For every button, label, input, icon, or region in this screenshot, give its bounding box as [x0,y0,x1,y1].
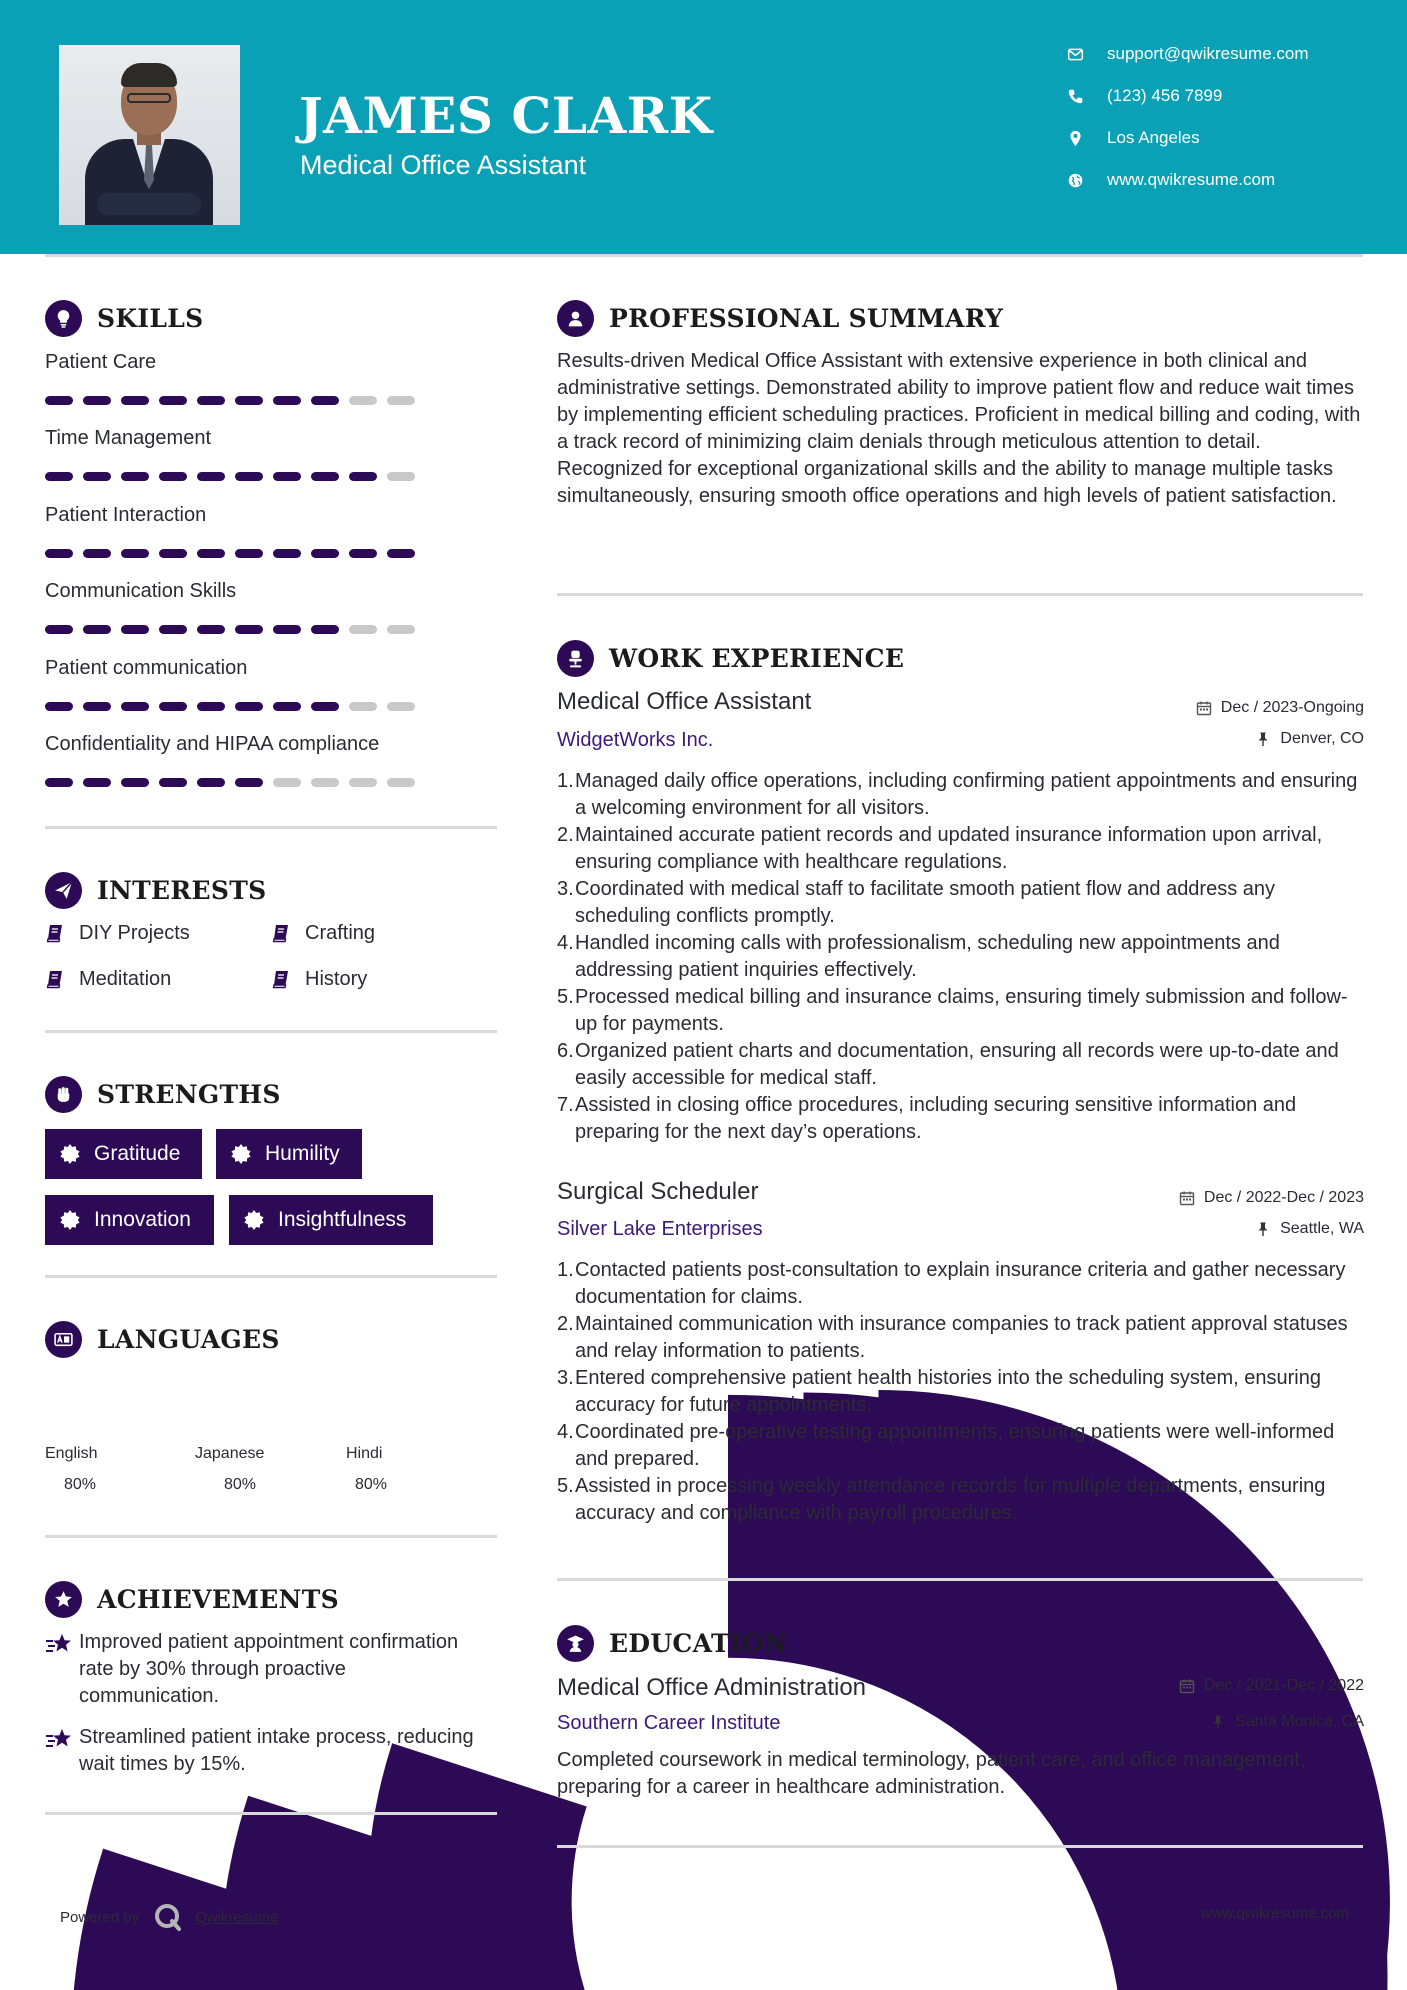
skill-name: Confidentiality and HIPAA compliance [45,733,380,755]
job-bullet [557,1365,1367,1419]
contact-location-text: Los Angeles [1107,128,1200,147]
job-bullet [557,930,1367,984]
rating-dot-filled [45,625,73,634]
badge-icon [243,1209,265,1231]
rating-dot-empty [387,778,415,787]
job-title: Surgical Scheduler [557,1178,759,1205]
job-title: Medical Office Assistant [557,688,812,715]
rating-dot-filled [83,778,111,787]
rating-dot-filled [197,549,225,558]
job-bullet [557,1311,1367,1365]
rating-dot-filled [45,472,73,481]
bullet-number: 5. [557,1475,574,1497]
bullet-number: 1. [557,770,574,792]
strength-label: Insightfulness [278,1208,407,1231]
rating-dot-empty [273,778,301,787]
bullet-number: 4. [557,932,574,954]
rating-dot-empty [387,625,415,634]
header-divider [45,254,1363,257]
strengths-title: STRENGTHS [97,1079,281,1109]
rating-dot-filled [197,778,225,787]
bullet-number: 1. [557,1259,574,1281]
bullet-number: 2. [557,1313,574,1335]
education-location [1210,1711,1364,1733]
job-company: WidgetWorks Inc. [557,729,714,751]
strength-label: Innovation [94,1208,191,1231]
rating-dot-filled [235,625,263,634]
skill-name: Communication Skills [45,580,237,602]
bullet-text: Coordinated pre-operative testing appointments, ensuring patients were well-informed and prepared. [575,1421,1335,1470]
rating-dot-empty [349,396,377,405]
phone-icon [1065,86,1085,106]
badge-icon [59,1143,81,1165]
skill-rating [45,625,415,634]
experience-heading [557,638,904,678]
rating-dot-filled [121,625,149,634]
strength-tag [45,1195,214,1245]
rating-dot-empty [387,396,415,405]
rating-dot-filled [311,625,339,634]
summary-heading [557,298,1003,338]
job-bullets [557,768,1367,1146]
job-bullet [557,984,1367,1038]
book-icon [271,969,291,989]
bullet-number: 6. [557,1040,574,1062]
rating-dot-filled [197,472,225,481]
achievement-item [45,1629,475,1710]
star-icon [45,1724,79,1778]
rating-dot-filled [235,702,263,711]
rating-dot-filled [235,778,263,787]
job-location [1255,728,1364,750]
job-bullet [557,1092,1367,1146]
skill-name: Patient Care [45,351,157,373]
rating-dot-filled [83,396,111,405]
contact-website-text[interactable]: www.qwikresume.com [1107,170,1276,189]
achievements-title: ACHIEVEMENTS [97,1584,339,1614]
job-bullet [557,1257,1367,1311]
language-name: Hindi [346,1445,383,1462]
interest-item [45,965,171,993]
rating-dot-filled [387,549,415,558]
rating-dot-filled [121,702,149,711]
profile-photo [59,45,240,225]
education-dates-text: Dec / 2021-Dec / 2022 [1203,1677,1364,1694]
strength-tag [229,1195,433,1245]
pushpin-icon [1210,1714,1226,1730]
languages-title: LANGUAGES [97,1324,280,1354]
pushpin-icon [1255,1221,1271,1237]
rating-dot-filled [273,549,301,558]
rating-dot-filled [121,778,149,787]
bullet-text: Managed daily office operations, including confirming patient appointments and ensuring a welcoming environment for all visitors. [575,770,1358,819]
rating-dot-filled [83,472,111,481]
job-dates [1196,697,1364,719]
strengths-heading [45,1074,281,1114]
job-bullet [557,1473,1367,1527]
star-icon [45,1581,82,1618]
rating-dot-filled [159,396,187,405]
interest-item [45,919,190,947]
bullet-text: Assisted in closing office procedures, including securing sensitive information and preparing for the next day’s operations. [575,1094,1297,1143]
bullet-text: Coordinated with medical staff to facilitate smooth patient flow and address any scheduling conflicts promptly. [575,878,1276,927]
section-divider [45,1030,497,1033]
briefcase-chair-icon [557,640,594,677]
skill-name: Patient communication [45,657,248,679]
skill-name: Patient Interaction [45,504,207,526]
interest-label: History [305,967,368,990]
skill-name: Time Management [45,427,211,449]
powered-by-label: Powered by [60,1908,140,1926]
achievements-heading [45,1579,339,1619]
job-bullet [557,1419,1367,1473]
badge-icon [230,1143,252,1165]
bullet-text: Contacted patients post-consultation to explain insurance criteria and gather necessary documentation for claims. [575,1259,1346,1308]
bullet-text: Entered comprehensive patient health histories into the scheduling system, ensuring accuracy for future appointments. [575,1367,1321,1416]
languages-heading [45,1319,280,1359]
badge-icon [59,1209,81,1231]
job-bullet [557,1038,1367,1092]
rating-dot-filled [83,625,111,634]
education-heading [557,1623,787,1663]
rating-dot-filled [159,549,187,558]
skills-title: SKILLS [97,303,204,333]
strength-label: Gratitude [94,1142,181,1165]
interest-label: Crafting [305,921,376,944]
skills-heading [45,298,204,338]
book-icon [45,969,65,989]
section-divider [45,1275,497,1278]
job-dates-text: Dec / 2023-Ongoing [1220,699,1364,716]
rating-dot-filled [45,702,73,711]
section-divider [45,1812,497,1815]
language-percent: 80% [355,1476,388,1493]
section-divider [557,1845,1363,1848]
skill-rating [45,549,415,558]
rating-dot-filled [45,778,73,787]
calendar-icon [1179,1190,1195,1206]
rating-dot-filled [197,396,225,405]
education-dates [1179,1675,1364,1697]
achievement-text: Improved patient appointment confirmation rate by 30% through proactive communication. [79,1631,459,1707]
rating-dot-filled [45,549,73,558]
qwikresume-logo-icon [153,1902,183,1932]
education-degree: Medical Office Administration [557,1674,867,1701]
powered-by [60,1902,279,1932]
rating-dot-filled [197,702,225,711]
summary-title: PROFESSIONAL SUMMARY [609,303,1004,333]
job-location-text: Denver, CO [1280,730,1364,747]
rating-dot-filled [273,396,301,405]
rating-dot-filled [273,472,301,481]
bullet-number: 7. [557,1094,574,1116]
contact-phone-text[interactable]: (123) 456 7899 [1107,86,1223,105]
language-level-arc [469,1492,1287,1990]
calendar-icon [1196,700,1212,716]
language-name: Japanese [195,1445,265,1462]
rating-dot-filled [273,625,301,634]
interests-title: INTERESTS [97,875,267,905]
bullet-text: Maintained communication with insurance companies to track patient approval statuses and relay information to patients. [575,1313,1348,1362]
star-icon [45,1629,79,1710]
bullet-text: Assisted in processing weekly attendance records for multiple departments, ensuring accuracy and compliance with payroll procedures. [575,1475,1326,1524]
bullet-number: 2. [557,824,574,846]
qwikresume-link[interactable]: Qwikresume [195,1908,279,1926]
pushpin-icon [1255,731,1271,747]
rating-dot-empty [349,778,377,787]
rating-dot-filled [235,396,263,405]
language-percent: 80% [224,1476,257,1493]
contact-phone[interactable] [1065,84,1395,108]
section-divider [557,593,1363,596]
job-location-text: Seattle, WA [1280,1220,1364,1237]
section-divider [557,1578,1363,1581]
education-description: Completed coursework in medical terminology, patient care, and office management, preparing for a career in healthcare administration. [557,1749,1306,1798]
contact-website[interactable] [1065,168,1395,192]
rating-dot-filled [121,472,149,481]
rating-dot-empty [311,778,339,787]
strength-tag [216,1129,362,1179]
skill-rating [45,396,415,405]
bullet-number: 3. [557,878,574,900]
bullet-number: 4. [557,1421,574,1443]
rating-dot-empty [349,702,377,711]
language-percent: 80% [64,1476,97,1493]
strength-label: Humility [265,1142,340,1165]
experience-title: WORK EXPERIENCE [609,643,905,673]
achievement-item [45,1724,475,1778]
summary-text: Results-driven Medical Office Assistant with extensive experience in both clinical and administrative settings. Demonstrated ability to improve patient flow and reduce wait times by implementing efficient scheduling practices. Proficient in medical billing and coding, with a track record of minimizing claim denials through meticulous attention to detail. Recognized for exceptional organizational skills and the ability to manage multiple tasks simultaneously, ensuring smooth office operations and high levels of patient satisfaction. [557,350,1361,507]
strength-tag [45,1129,202,1179]
bullet-text: Maintained accurate patient records and updated insurance information upon arrival, ensuring compliance with healthcare regulations. [575,824,1323,873]
rating-dot-filled [311,396,339,405]
achievement-text: Streamlined patient intake process, reducing wait times by 15%. [79,1726,474,1775]
job-dates-text: Dec / 2022-Dec / 2023 [1203,1189,1364,1206]
interest-label: DIY Projects [79,921,190,944]
user-icon [557,300,594,337]
job-bullet [557,822,1367,876]
rating-dot-filled [83,702,111,711]
bullet-text: Handled incoming calls with professionalism, scheduling new appointments and addressing patient inquiries effectively. [575,932,1280,981]
skill-rating [45,472,415,481]
job-bullet [557,876,1367,930]
job-dates [1179,1187,1364,1209]
rating-dot-empty [387,702,415,711]
section-divider [45,826,497,829]
globe-icon [1065,170,1085,190]
rating-dot-filled [349,549,377,558]
job-company: Silver Lake Enterprises [557,1218,763,1240]
job-location [1255,1218,1364,1240]
calendar-icon [1179,1678,1195,1694]
rating-dot-empty [349,625,377,634]
rating-dot-filled [311,472,339,481]
contact-email[interactable] [1065,42,1395,66]
bullet-number: 3. [557,1367,574,1389]
graduate-icon [557,1625,594,1662]
footer-url[interactable]: www.qwikresume.com [1200,1905,1349,1922]
rating-dot-filled [273,702,301,711]
rating-dot-empty [387,472,415,481]
skill-rating [45,702,415,711]
rating-dot-filled [159,472,187,481]
rating-dot-filled [45,396,73,405]
skill-rating [45,778,415,787]
interest-item [271,919,375,947]
rating-dot-filled [159,625,187,634]
job-bullets [557,1257,1367,1527]
interest-label: Meditation [79,967,172,990]
contact-email-text[interactable]: support@qwikresume.com [1107,44,1309,63]
education-title: EDUCATION [609,1628,788,1658]
rating-dot-filled [83,549,111,558]
section-divider [45,1535,497,1538]
resume-header [0,0,1407,254]
interests-heading [45,870,266,910]
candidate-role: Medical Office Assistant [300,150,587,180]
education-school: Southern Career Institute [557,1712,781,1734]
rating-dot-filled [159,778,187,787]
paper-plane-icon [45,872,82,909]
language-icon [45,1321,82,1358]
rating-dot-filled [197,625,225,634]
lightbulb-icon [45,300,82,337]
job-bullet [557,768,1367,822]
contact-location [1065,126,1395,150]
bullet-text: Organized patient charts and documentation, ensuring all records were up-to-date and easily accessible for medical staff. [575,1040,1339,1089]
bullet-text: Processed medical billing and insurance claims, ensuring timely submission and follow-up for payments. [575,986,1348,1035]
book-icon [45,923,65,943]
rating-dot-filled [349,472,377,481]
rating-dot-filled [311,702,339,711]
candidate-name: JAMES CLARK [299,86,713,145]
rating-dot-filled [121,549,149,558]
interest-item [271,965,367,993]
envelope-icon [1065,44,1085,64]
fist-icon [45,1076,82,1113]
book-icon [271,923,291,943]
education-location-text: Santa Monica, CA [1235,1713,1364,1730]
language-name: English [45,1445,98,1462]
rating-dot-filled [121,396,149,405]
rating-dot-filled [235,472,263,481]
rating-dot-filled [235,549,263,558]
rating-dot-filled [311,549,339,558]
rating-dot-filled [159,702,187,711]
map-pin-icon [1065,128,1085,148]
bullet-number: 5. [557,986,574,1008]
